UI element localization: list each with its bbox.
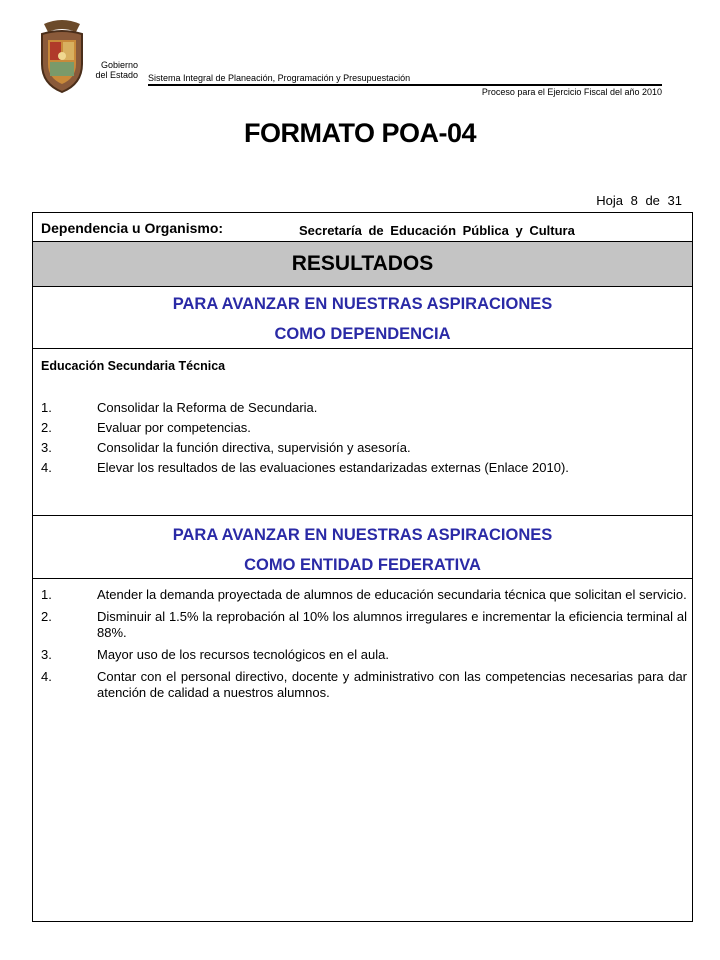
page-title: FORMATO POA-04 xyxy=(243,118,477,148)
gobierno-label xyxy=(88,60,138,80)
section-entidad-line1: PARA AVANZAR EN NUESTRAS ASPIRACIONES xyxy=(172,526,553,544)
form-table xyxy=(32,212,693,922)
dependencia-row xyxy=(33,213,692,242)
dependencia-label: Dependencia u Organismo: xyxy=(41,220,224,236)
proceso-label: Proceso para el Ejercicio Fiscal del año 2010 xyxy=(481,87,662,97)
list-item: 2. Disminuir al 1.5% la reprobación al 10% los alumnos irregulares e incrementar la eficiencia terminal al 88%. xyxy=(41,609,687,640)
list-item: 4. Contar con el personal directivo, docente y administrativo con las competencias necesarias para dar atención de calidad a nuestros alumnos. xyxy=(41,669,687,700)
dependencia-list xyxy=(41,400,687,480)
entidad-list xyxy=(41,587,687,707)
list-item: 3. Mayor uso de los recursos tecnológicos en el aula. xyxy=(41,647,389,662)
sistema-label: Sistema Integral de Planeación, Programación y Presupuestación xyxy=(148,73,411,83)
list-item: 3. Consolidar la función directiva, supervisión y asesoría. xyxy=(41,440,411,455)
section-dependencia-line2: COMO DEPENDENCIA xyxy=(274,325,451,343)
state-seal-logo xyxy=(36,18,88,94)
list-item: 4. Elevar los resultados de las evaluaciones estandarizadas externas (Enlace 2010). xyxy=(41,460,569,475)
header-divider xyxy=(148,84,662,86)
list-item: 2. Evaluar por competencias. xyxy=(41,420,251,435)
gobierno-line2: del Estado xyxy=(95,70,138,80)
section-dependencia-line1: PARA AVANZAR EN NUESTRAS ASPIRACIONES xyxy=(172,295,553,313)
section-entidad-line2: COMO ENTIDAD FEDERATIVA xyxy=(244,556,481,574)
page-counter: Hoja 8 de 31 xyxy=(596,193,682,208)
list-item: 1. Consolidar la Reforma de Secundaria. xyxy=(41,400,318,415)
resultados-header: RESULTADOS xyxy=(33,242,692,287)
list-item: 1. Atender la demanda proyectada de alumnos de educación secundaria técnica que solicitan el servicio. xyxy=(41,587,687,602)
dependencia-value: Secretaría de Educación Pública y Cultura xyxy=(299,223,575,238)
gobierno-line1: Gobierno xyxy=(100,60,138,70)
section-subtitle: Educación Secundaria Técnica xyxy=(41,359,226,373)
section-header-entidad xyxy=(33,515,692,579)
section-header-dependencia xyxy=(33,287,692,349)
